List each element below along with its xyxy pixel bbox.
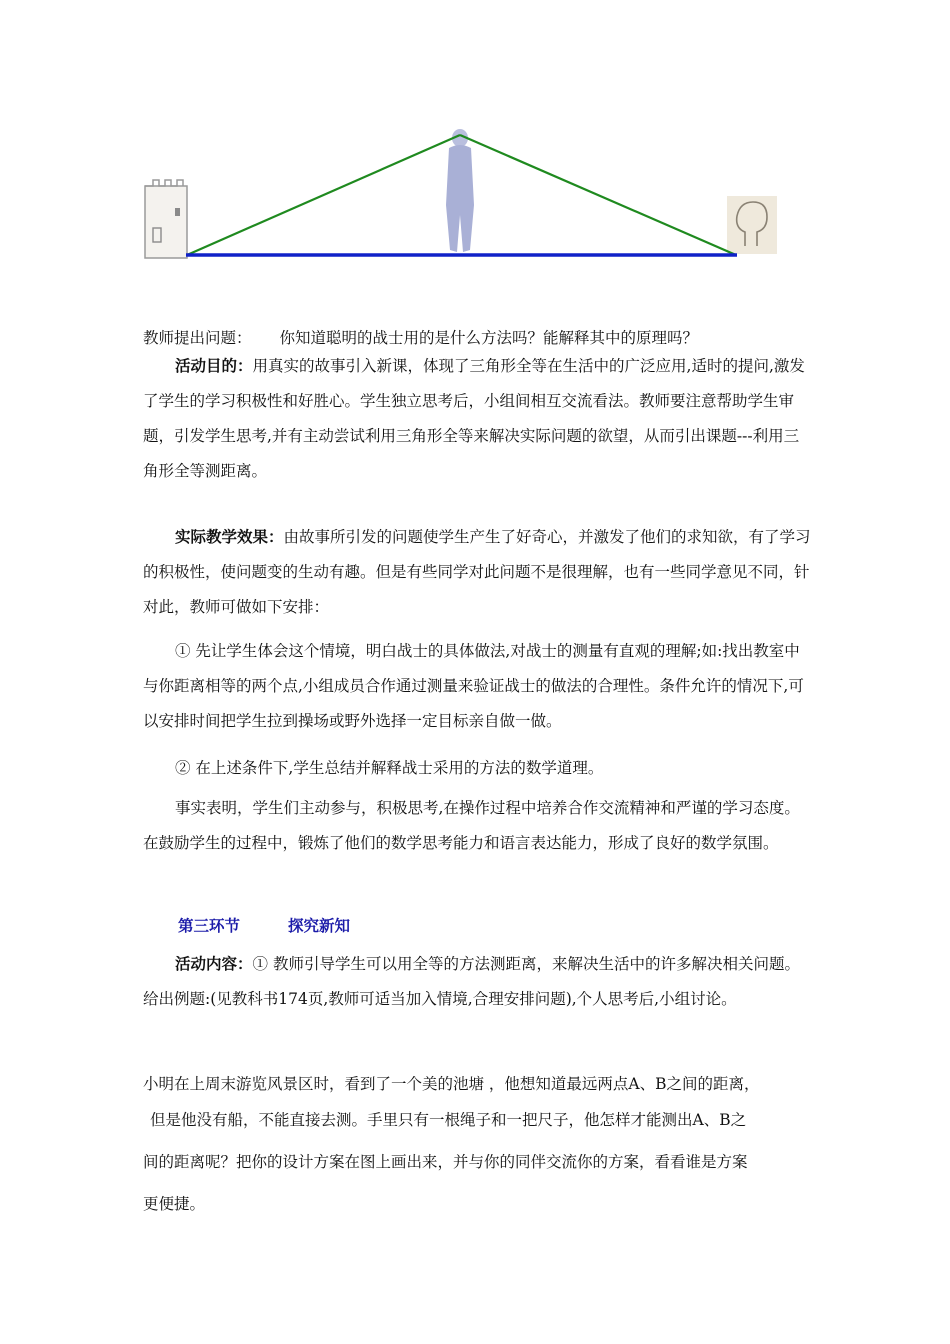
teaching-effect-label: 实际教学效果：: [175, 527, 284, 546]
left-triangle-side: [187, 135, 460, 255]
activity-content-label: 活动内容：: [175, 954, 253, 973]
question-text: 你知道聪明的战士用的是什么方法吗？能解释其中的原理吗？: [279, 329, 699, 347]
example-line-1: 小明在上周末游览风景区时，看到了一个美的池塘 ，他想知道最远两点A、B之间的距离，: [143, 1075, 760, 1093]
facts-paragraph: 事实表明，学生们主动参与，积极思考,在操作过程中培养合作交流精神和严谨的学习态度。在鼓励学生的过程中，锻炼了他们的数学思考能力和语言表达能力，形成了良好的数学氛围。: [143, 799, 800, 852]
teacher-question: [143, 326, 698, 348]
example-line-4: 更便捷。: [143, 1195, 206, 1213]
section-heading: [178, 914, 350, 936]
activity-goal-label: 活动目的：: [175, 356, 253, 375]
section-title: 探究新知: [288, 916, 351, 935]
teaching-effect-paragraph: [143, 519, 813, 625]
tree-icon: [727, 196, 777, 254]
soldier-figure-icon: [446, 129, 474, 252]
activity-content-text: ① 教师引导学生可以用全等的方法测距离，来解决生活中的许多解决相关问题。给出例题:(见教科书174页,教师可适当加入情境,合理安排问题),个人思考后,小组讨论。: [143, 955, 800, 1008]
activity-goal-paragraph: [143, 348, 813, 489]
triangle-measurement-figure: [0, 0, 950, 300]
castle-tower-icon: [145, 180, 187, 258]
example-line-3: 间的距离呢？把你的设计方案在图上画出来，并与你的同伴交流你的方案，看看谁是方案: [143, 1153, 748, 1171]
activity-content-paragraph: [143, 946, 813, 1017]
right-triangle-side: [460, 135, 736, 255]
activity-goal-text: 用真实的故事引入新课，体现了三角形全等在生活中的广泛应用,适时的提问,激发了学生的学习积极性和好胜心。学生独立思考后，小组间相互交流看法。教师要注意帮助学生审题，引发学生思考,并有主动尝试利用三角形全等来解决实际问题的欲望，从而引出课题---利用三角形全等测距离。: [143, 357, 805, 480]
arrangement-item-2: ② 在上述条件下,学生总结并解释战士采用的方法的数学道理。: [175, 759, 604, 777]
arrangement-item-1: ① 先让学生体会这个情境，明白战士的具体做法,对战士的测量有直观的理解;如:找出教室中与你距离相等的两个点,小组成员合作通过测量来验证战士的做法的合理性。条件允许的情况下,可以安排时间把学生拉到操场或野外选择一定目标亲自做一做。: [143, 642, 804, 730]
question-label: 教师提出问题：: [143, 329, 252, 347]
example-line-2: 但是他没有船，不能直接去测。手里只有一根绳子和一把尺子，他怎样才能测出A、B之: [150, 1111, 747, 1129]
teaching-effect-text: 由故事所引发的问题使学生产生了好奇心，并激发了他们的求知欲，有了学习的积极性，使问题变的生动有趣。但是有些同学对此问题不是很理解，也有一些同学意见不同，针对此，教师可做如下安排：: [143, 528, 811, 616]
section-number: 第三环节: [178, 916, 241, 935]
